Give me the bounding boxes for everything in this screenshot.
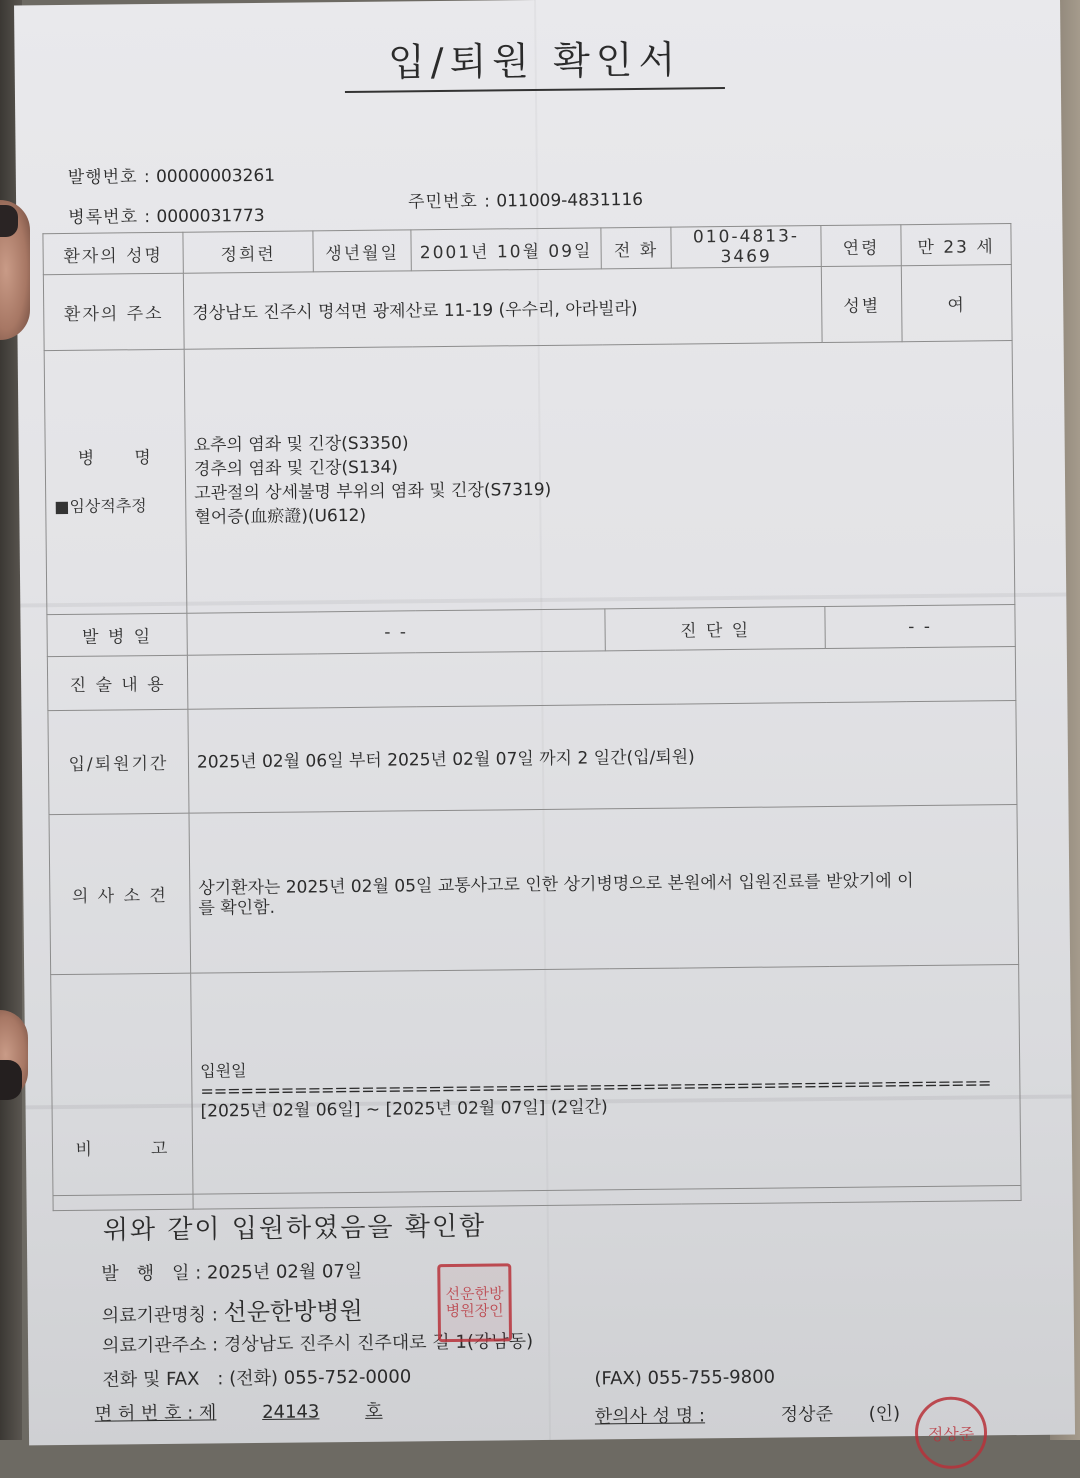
license-number: [95, 1397, 383, 1426]
remarks-label: 비 고: [51, 973, 193, 1210]
sex-label: 성별: [821, 266, 902, 343]
opinion-line: 상기환자는 2025년 02월 05일 교통사고로 인한 상기병명으로 본원에서 입원진료를 받았기에 이: [198, 870, 914, 899]
license-suffix: 호: [365, 1400, 383, 1422]
institution-address-label: 의료기관주소 :: [101, 1334, 219, 1357]
doctor-name: [595, 1399, 901, 1428]
opinion-row: [49, 805, 1019, 975]
issue-number: [68, 161, 275, 188]
age-label: 연령: [821, 225, 901, 267]
remarks-line: 입원일===========================================================: [200, 1060, 992, 1101]
diagnosis-item: 혈어증(血瘀證)(U612): [194, 505, 367, 528]
period-value: 2025년 02월 06일 부터 2025년 02월 07일 까지 2 일간(입/퇴원): [188, 701, 1017, 814]
record-number-label: 병록번호 :: [68, 207, 152, 228]
license-value: 24143: [262, 1401, 320, 1423]
record-number: [68, 201, 265, 228]
address-label: 환자의 주소: [43, 273, 184, 350]
institution-name: [102, 1291, 363, 1329]
age-value: 만 23 세: [901, 224, 1011, 266]
fingernail-image: [0, 205, 18, 237]
sex-value: 여: [901, 265, 1012, 342]
statement-label: 진 술 내 용: [47, 655, 188, 710]
diagnosis-row: [44, 341, 1015, 615]
institution-name-value: 선운한방병원: [223, 1296, 363, 1327]
diagnosis-label: 병 명: [77, 447, 153, 469]
phone-fax: [102, 1362, 411, 1391]
diagnosis-item: 요추의 염좌 및 긴장(S3350): [193, 432, 409, 456]
record-number-value: 0000031773: [156, 205, 265, 227]
period-label: 입/퇴원기간: [48, 709, 189, 814]
patient-name: 정희련: [183, 231, 313, 273]
doctor-seal-stamp: [915, 1396, 988, 1469]
diagnosis-list: [184, 341, 1015, 614]
opinion-label: 의 사 소 견: [49, 813, 191, 974]
remarks-row: [51, 965, 1021, 1211]
onset-value: - -: [187, 609, 605, 655]
hospital-seal-text: 선운한방병원장인: [445, 1284, 504, 1321]
issue-date-label: 발 행 일 :: [101, 1262, 202, 1285]
diagnosis-label-cell: [44, 349, 187, 614]
confirm-statement: 위와 같이 입원하였음을 확인함: [102, 1211, 487, 1246]
address-value: 경상남도 진주시 명석면 광제산로 11-19 (우수리, 아라빌라): [183, 267, 822, 350]
issue-date-value: 2025년 02월 07일: [206, 1260, 363, 1284]
hospital-seal-stamp: [437, 1263, 512, 1342]
remarks-line: [2025년 02월 06일] ~ [2025년 02월 07일] (2일간): [200, 1096, 608, 1122]
phone-fax-label: 전화 및 FAX :: [102, 1368, 224, 1391]
resident-number: [408, 185, 643, 212]
fax-number: (FAX) 055-755-9800: [594, 1366, 776, 1390]
opinion-line: 를 확인함.: [198, 897, 276, 919]
remarks-text: [191, 965, 1021, 1210]
clinical-estimate-label: ■임상적추정: [54, 495, 147, 516]
statement-value: [187, 647, 1016, 710]
phone-label: 전 화: [601, 227, 671, 269]
institution-name-label: 의료기관명칭 :: [101, 1304, 218, 1327]
document-paper: [14, 0, 1075, 1445]
footer-section: [52, 1185, 1023, 1446]
birth-date: 2001년 10월 09일: [411, 228, 601, 271]
doctor-seal-text: 정상준: [927, 1424, 975, 1444]
resident-number-label: 주민번호 :: [408, 191, 492, 213]
statement-row: [47, 647, 1016, 711]
institution-address-value: 경상남도 진주시 진주대로 길 1(강남동): [223, 1331, 534, 1356]
period-row: [48, 701, 1017, 815]
opinion-text: [189, 805, 1019, 974]
issue-number-value: 00000003261: [155, 165, 276, 187]
patient-form-table: [42, 223, 1021, 1211]
diagnosis-item: 경추의 염좌 및 긴장(S134): [193, 456, 399, 480]
onset-label: 발 병 일: [47, 613, 187, 656]
diagnosis-date-label: 진 단 일: [605, 607, 825, 651]
issue-number-label: 발행번호 :: [67, 167, 151, 188]
patient-row-2: [43, 265, 1012, 351]
phone-number: 010-4813-3469: [671, 226, 821, 269]
license-label: 면 허 번 호 : 제: [94, 1402, 217, 1425]
fingernail-image: [0, 1060, 22, 1100]
doctor-seal-mark: (인): [868, 1403, 901, 1425]
birth-label: 생년월일: [313, 230, 411, 272]
diagnosis-date-value: - -: [825, 605, 1015, 649]
issue-date: [101, 1257, 362, 1286]
phone-fax-tel: (전화) 055-752-0000: [229, 1366, 412, 1390]
doctor-name-label: 한의사 성 명 :: [594, 1405, 706, 1428]
diagnosis-item: 고관절의 상세불명 부위의 염좌 및 긴장(S7319): [194, 479, 552, 504]
patient-name-label: 환자의 성명: [43, 232, 183, 274]
doctor-name-value: 정상준: [780, 1403, 834, 1426]
document-title: 입/퇴원 확인서: [344, 28, 725, 93]
resident-number-value: 011009-4831116: [496, 189, 644, 212]
